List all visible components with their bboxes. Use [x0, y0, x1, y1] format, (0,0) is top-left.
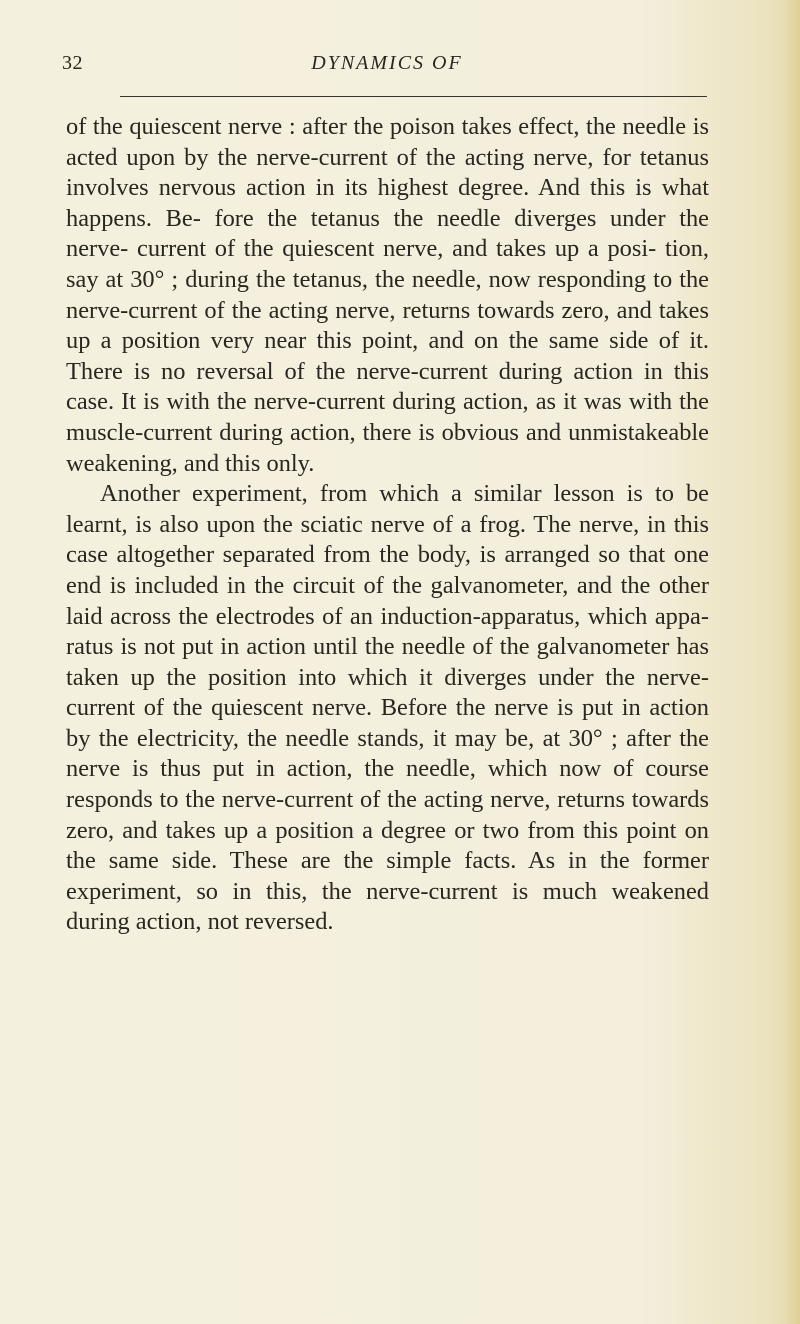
- header-rule: [120, 96, 707, 97]
- page-header: [62, 52, 712, 92]
- page-edge-shading: [786, 0, 800, 1324]
- page-number: 32: [62, 52, 83, 74]
- running-head: DYNAMICS OF: [311, 52, 463, 74]
- body-text: [66, 112, 709, 938]
- paragraph: Another experiment, from which a similar lesson is to be learnt, is also upon the sciatic nerve of a frog. The nerve, in this case altogether separated from the body, is arranged so that one end is included in the circuit of the galvanometer, and the other laid across the electrodes of an induction-apparatus, which appa- ratus is not put in action until the needle of the galvanometer has taken up the position into which it diverges under the nerve-current of the quiescent nerve. Before the nerve is put in action by the electricity, the needle stands, it may be, at 30° ; after the nerve is thus put in action, the needle, which now of course responds to the nerve-current of the acting nerve, returns towards zero, and takes up a position a degree or two from this point on the same side. These are the simple facts. As in the former experiment, so in this, the nerve-current is much weakened during action, not reversed.: [66, 480, 709, 936]
- paragraph-continued: of the quiescent nerve : after the poison takes effect, the needle is acted upon by the nerve-current of the acting nerve, for tetanus involves nervous action in its highest degree. And this is what happens. Be- fore the tetanus the needle diverges under the nerve- current of the quiescent nerve, and takes up a posi- tion, say at 30° ; during the tetanus, the needle, now responding to the nerve-current of the acting nerve, returns towards zero, and takes up a position very near this point, and on the same side of it. There is no reversal of the nerve-current during action in this case. It is with the nerve-current during action, as it was with the muscle-current during action, there is obvious and unmistakeable weakening, and this only.: [66, 113, 709, 477]
